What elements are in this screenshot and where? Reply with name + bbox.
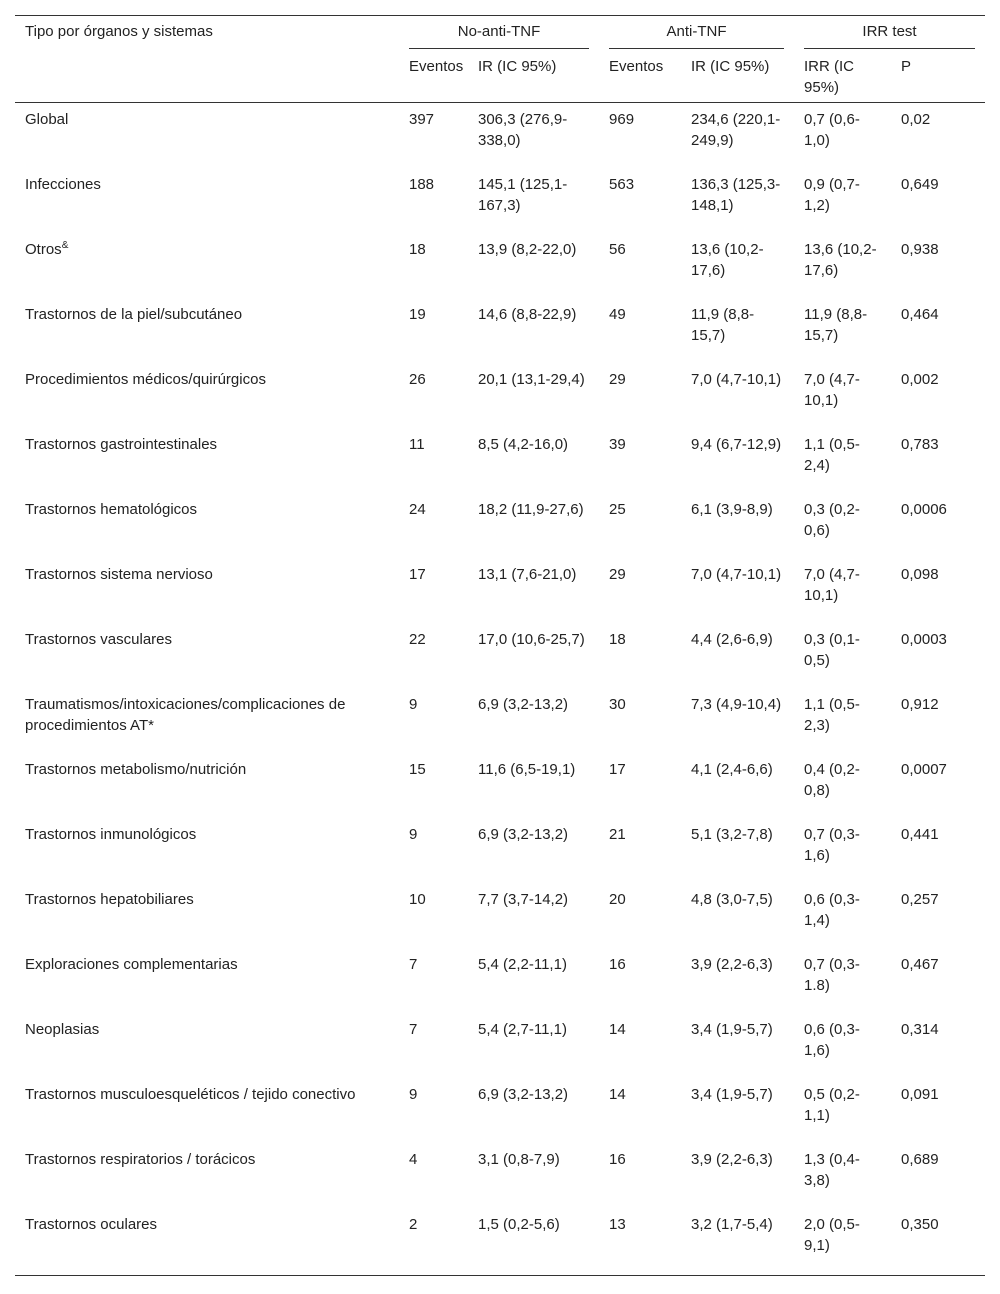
cell-irr: 1,1 (0,5-2,3) <box>804 696 860 734</box>
table-row <box>15 818 985 883</box>
cell-p-value: 0,257 <box>901 891 939 908</box>
cell-ir-anti-tnf: 4,4 (2,6-6,9) <box>691 631 773 648</box>
header-ir-no-anti-tnf: IR (IC 95%) <box>468 54 599 103</box>
cell-ir-no-anti-tnf: 8,5 (4,2-16,0) <box>478 436 569 453</box>
cell-eventos-anti-tnf: 39 <box>609 436 626 453</box>
cell-irr: 0,7 (0,3-1.8) <box>804 956 860 994</box>
cell-ir-no-anti-tnf: 145,1 (125,1-167,3) <box>478 176 568 214</box>
cell-eventos-no-anti-tnf: 26 <box>409 371 426 388</box>
cell-ir-no-anti-tnf: 5,4 (2,2-11,1) <box>478 956 567 973</box>
header-organ-system: Tipo por órganos y sistemas <box>15 16 399 103</box>
cell-ir-no-anti-tnf: 5,4 (2,7-11,1) <box>478 1021 567 1038</box>
cell-ir-anti-tnf: 3,9 (2,2-6,3) <box>691 956 773 973</box>
header-eventos-anti-tnf: Eventos <box>599 54 681 103</box>
header-group-no-anti-tnf <box>399 16 599 55</box>
cell-irr: 0,3 (0,1-0,5) <box>804 631 860 669</box>
cell-eventos-no-anti-tnf: 9 <box>409 696 418 713</box>
cell-irr: 1,1 (0,5-2,4) <box>804 436 860 474</box>
table-row <box>15 428 985 493</box>
table-row <box>15 883 985 948</box>
cell-p-value: 0,649 <box>901 176 939 193</box>
cell-irr: 0,7 (0,6-1,0) <box>804 111 860 149</box>
cell-irr: 0,5 (0,2-1,1) <box>804 1086 860 1124</box>
cell-eventos-anti-tnf: 21 <box>609 826 626 843</box>
organ-system-label: Procedimientos médicos/quirúrgicos <box>25 371 266 388</box>
cell-organ-system <box>15 1078 399 1143</box>
cell-organ-system <box>15 1208 399 1276</box>
cell-ir-anti-tnf: 13,6 (10,2-17,6) <box>691 241 764 279</box>
cell-p-value: 0,0006 <box>901 501 947 518</box>
cell-organ-system <box>15 558 399 623</box>
cell-p-value: 0,467 <box>901 956 939 973</box>
table-row <box>15 1143 985 1208</box>
cell-eventos-no-anti-tnf: 22 <box>409 631 426 648</box>
cell-eventos-no-anti-tnf: 19 <box>409 306 426 323</box>
organ-system-label: Global <box>25 111 69 128</box>
cell-organ-system <box>15 363 399 428</box>
cell-p-value: 0,912 <box>901 696 939 713</box>
cell-irr: 1,3 (0,4-3,8) <box>804 1151 860 1189</box>
cell-ir-anti-tnf: 4,1 (2,4-6,6) <box>691 761 773 778</box>
cell-p-value: 0,098 <box>901 566 939 583</box>
header-group-irr-test <box>794 16 985 55</box>
cell-organ-system <box>15 623 399 688</box>
cell-ir-anti-tnf: 6,1 (3,9-8,9) <box>691 501 773 518</box>
cell-irr: 2,0 (0,5-9,1) <box>794 1208 891 1276</box>
cell-organ-system <box>15 103 399 169</box>
cell-ir-no-anti-tnf: 6,9 (3,2-13,2) <box>478 1086 569 1103</box>
cell-irr: 0,3 (0,2-0,6) <box>804 501 860 539</box>
table-row <box>15 558 985 623</box>
table-container <box>15 15 985 1276</box>
header-group-anti-tnf <box>599 16 794 55</box>
cell-organ-system <box>15 298 399 363</box>
cell-eventos-no-anti-tnf: 4 <box>409 1151 418 1168</box>
cell-irr: 7,0 (4,7-10,1) <box>804 371 860 409</box>
cell-p-value: 0,464 <box>901 306 939 323</box>
cell-organ-system <box>15 688 399 753</box>
cell-irr: 7,0 (4,7-10,1) <box>804 566 860 604</box>
organ-system-label: Trastornos inmunológicos <box>25 826 197 843</box>
cell-ir-no-anti-tnf: 14,6 (8,8-22,9) <box>478 306 577 323</box>
cell-eventos-anti-tnf: 14 <box>609 1021 626 1038</box>
cell-ir-anti-tnf: 7,3 (4,9-10,4) <box>691 696 782 713</box>
cell-p-value: 0,314 <box>901 1021 939 1038</box>
cell-eventos-anti-tnf: 56 <box>609 241 626 258</box>
organ-system-label: Exploraciones complementarias <box>25 956 238 973</box>
cell-ir-no-anti-tnf: 1,5 (0,2-5,6) <box>468 1208 599 1276</box>
cell-p-value: 0,02 <box>901 111 931 128</box>
cell-eventos-no-anti-tnf: 9 <box>409 1086 418 1103</box>
cell-irr: 0,6 (0,3-1,4) <box>804 891 860 929</box>
organ-system-label: Trastornos de la piel/subcutáneo <box>25 306 243 323</box>
adverse-events-table <box>15 15 985 1276</box>
header-irr: IRR (IC 95%) <box>794 54 891 103</box>
header-row-groups <box>15 16 985 55</box>
cell-organ-system <box>15 948 399 1013</box>
cell-p-value: 0,938 <box>901 241 939 258</box>
cell-ir-anti-tnf: 3,4 (1,9-5,7) <box>691 1086 773 1103</box>
cell-eventos-anti-tnf: 17 <box>609 761 626 778</box>
header-group-no-anti-tnf-label: No-anti-TNF <box>409 21 589 49</box>
cell-eventos-no-anti-tnf: 7 <box>409 1021 418 1038</box>
table-row <box>15 493 985 558</box>
table-row <box>15 363 985 428</box>
cell-eventos-no-anti-tnf: 188 <box>409 176 435 193</box>
organ-system-label: Trastornos musculoesqueléticos / tejido conectivo <box>25 1086 356 1103</box>
organ-system-label: Neoplasias <box>25 1021 100 1038</box>
cell-organ-system <box>15 883 399 948</box>
cell-p-value: 0,350 <box>891 1208 985 1276</box>
cell-ir-anti-tnf: 3,2 (1,7-5,4) <box>681 1208 794 1276</box>
cell-ir-no-anti-tnf: 7,7 (3,7-14,2) <box>478 891 569 908</box>
cell-ir-anti-tnf: 234,6 (220,1-249,9) <box>691 111 781 149</box>
cell-ir-anti-tnf: 7,0 (4,7-10,1) <box>691 371 782 388</box>
organ-system-label: Trastornos gastrointestinales <box>25 436 218 453</box>
cell-eventos-no-anti-tnf: 10 <box>409 891 426 908</box>
table-row <box>15 1013 985 1078</box>
table-row <box>15 948 985 1013</box>
cell-ir-anti-tnf: 11,9 (8,8-15,7) <box>691 306 755 344</box>
cell-eventos-anti-tnf: 563 <box>609 176 635 193</box>
organ-system-label: Infecciones <box>25 176 101 193</box>
cell-ir-no-anti-tnf: 306,3 (276,9-338,0) <box>478 111 568 149</box>
organ-system-label: Trastornos hematológicos <box>25 501 198 518</box>
table-row <box>15 623 985 688</box>
table-row <box>15 1078 985 1143</box>
cell-p-value: 0,002 <box>901 371 939 388</box>
cell-irr: 0,7 (0,3-1,6) <box>804 826 860 864</box>
organ-system-label: Traumatismos/intoxicaciones/complicaciones de procedimientos AT* <box>25 696 346 734</box>
organ-system-label: Trastornos oculares <box>25 1216 157 1233</box>
cell-irr: 0,9 (0,7-1,2) <box>804 176 860 214</box>
cell-eventos-anti-tnf: 30 <box>609 696 626 713</box>
cell-ir-anti-tnf: 3,4 (1,9-5,7) <box>691 1021 773 1038</box>
header-group-anti-tnf-label: Anti-TNF <box>609 21 784 49</box>
organ-system-label: Trastornos metabolismo/nutrición <box>25 761 247 778</box>
table-body <box>15 103 985 1276</box>
footnote-marker: & <box>61 240 69 251</box>
organ-system-label: Trastornos sistema nervioso <box>25 566 213 583</box>
cell-organ-system <box>15 1013 399 1078</box>
cell-eventos-no-anti-tnf: 24 <box>409 501 426 518</box>
cell-eventos-anti-tnf: 16 <box>609 1151 626 1168</box>
table-row <box>15 233 985 298</box>
header-ir-anti-tnf: IR (IC 95%) <box>681 54 794 103</box>
cell-p-value: 0,091 <box>901 1086 939 1103</box>
cell-eventos-anti-tnf: 20 <box>609 891 626 908</box>
cell-ir-anti-tnf: 9,4 (6,7-12,9) <box>691 436 782 453</box>
cell-p-value: 0,441 <box>901 826 939 843</box>
cell-ir-no-anti-tnf: 6,9 (3,2-13,2) <box>478 696 569 713</box>
cell-eventos-no-anti-tnf: 17 <box>409 566 426 583</box>
cell-ir-no-anti-tnf: 20,1 (13,1-29,4) <box>478 371 585 388</box>
cell-ir-no-anti-tnf: 13,9 (8,2-22,0) <box>478 241 577 258</box>
cell-ir-no-anti-tnf: 3,1 (0,8-7,9) <box>478 1151 560 1168</box>
organ-system-label: Otros <box>25 241 62 258</box>
table-row <box>15 753 985 818</box>
cell-eventos-anti-tnf: 969 <box>609 111 635 128</box>
cell-organ-system <box>15 818 399 883</box>
cell-irr: 11,9 (8,8-15,7) <box>804 306 868 344</box>
cell-organ-system <box>15 1143 399 1208</box>
cell-eventos-no-anti-tnf: 397 <box>409 111 435 128</box>
table-row <box>15 688 985 753</box>
table-row <box>15 168 985 233</box>
cell-eventos-no-anti-tnf: 9 <box>409 826 418 843</box>
cell-irr: 0,6 (0,3-1,6) <box>804 1021 860 1059</box>
cell-ir-no-anti-tnf: 17,0 (10,6-25,7) <box>478 631 585 648</box>
cell-ir-no-anti-tnf: 13,1 (7,6-21,0) <box>478 566 577 583</box>
cell-eventos-no-anti-tnf: 11 <box>409 436 425 453</box>
cell-eventos-anti-tnf: 29 <box>609 566 626 583</box>
cell-organ-system <box>15 753 399 818</box>
cell-ir-no-anti-tnf: 6,9 (3,2-13,2) <box>478 826 569 843</box>
cell-ir-anti-tnf: 136,3 (125,3-148,1) <box>691 176 781 214</box>
table-row <box>15 103 985 169</box>
cell-eventos-no-anti-tnf: 15 <box>409 761 426 778</box>
cell-eventos-anti-tnf: 13 <box>599 1208 681 1276</box>
cell-eventos-anti-tnf: 18 <box>609 631 626 648</box>
cell-eventos-anti-tnf: 49 <box>609 306 626 323</box>
header-p: P <box>891 54 985 103</box>
cell-eventos-no-anti-tnf: 2 <box>399 1208 468 1276</box>
cell-organ-system <box>15 428 399 493</box>
cell-ir-anti-tnf: 4,8 (3,0-7,5) <box>691 891 773 908</box>
header-group-irr-test-label: IRR test <box>804 21 975 49</box>
cell-eventos-anti-tnf: 16 <box>609 956 626 973</box>
cell-ir-anti-tnf: 5,1 (3,2-7,8) <box>691 826 773 843</box>
organ-system-label: Trastornos respiratorios / torácicos <box>25 1151 256 1168</box>
cell-ir-no-anti-tnf: 11,6 (6,5-19,1) <box>478 761 576 778</box>
organ-system-label: Trastornos hepatobiliares <box>25 891 194 908</box>
cell-ir-anti-tnf: 3,9 (2,2-6,3) <box>691 1151 773 1168</box>
cell-eventos-anti-tnf: 25 <box>609 501 626 518</box>
organ-system-label: Trastornos vasculares <box>25 631 172 648</box>
cell-irr: 0,4 (0,2-0,8) <box>804 761 860 799</box>
cell-eventos-anti-tnf: 14 <box>609 1086 626 1103</box>
cell-organ-system <box>15 168 399 233</box>
cell-eventos-anti-tnf: 29 <box>609 371 626 388</box>
cell-eventos-no-anti-tnf: 18 <box>409 241 426 258</box>
cell-ir-no-anti-tnf: 18,2 (11,9-27,6) <box>478 501 584 518</box>
table-row <box>15 298 985 363</box>
cell-p-value: 0,783 <box>901 436 939 453</box>
cell-p-value: 0,0003 <box>901 631 947 648</box>
cell-p-value: 0,0007 <box>901 761 947 778</box>
cell-irr: 13,6 (10,2-17,6) <box>804 241 877 279</box>
cell-p-value: 0,689 <box>901 1151 939 1168</box>
cell-organ-system <box>15 233 399 298</box>
cell-eventos-no-anti-tnf: 7 <box>409 956 418 973</box>
header-eventos-no-anti-tnf: Eventos <box>399 54 468 103</box>
cell-ir-anti-tnf: 7,0 (4,7-10,1) <box>691 566 782 583</box>
cell-organ-system <box>15 493 399 558</box>
table-row <box>15 1208 985 1276</box>
